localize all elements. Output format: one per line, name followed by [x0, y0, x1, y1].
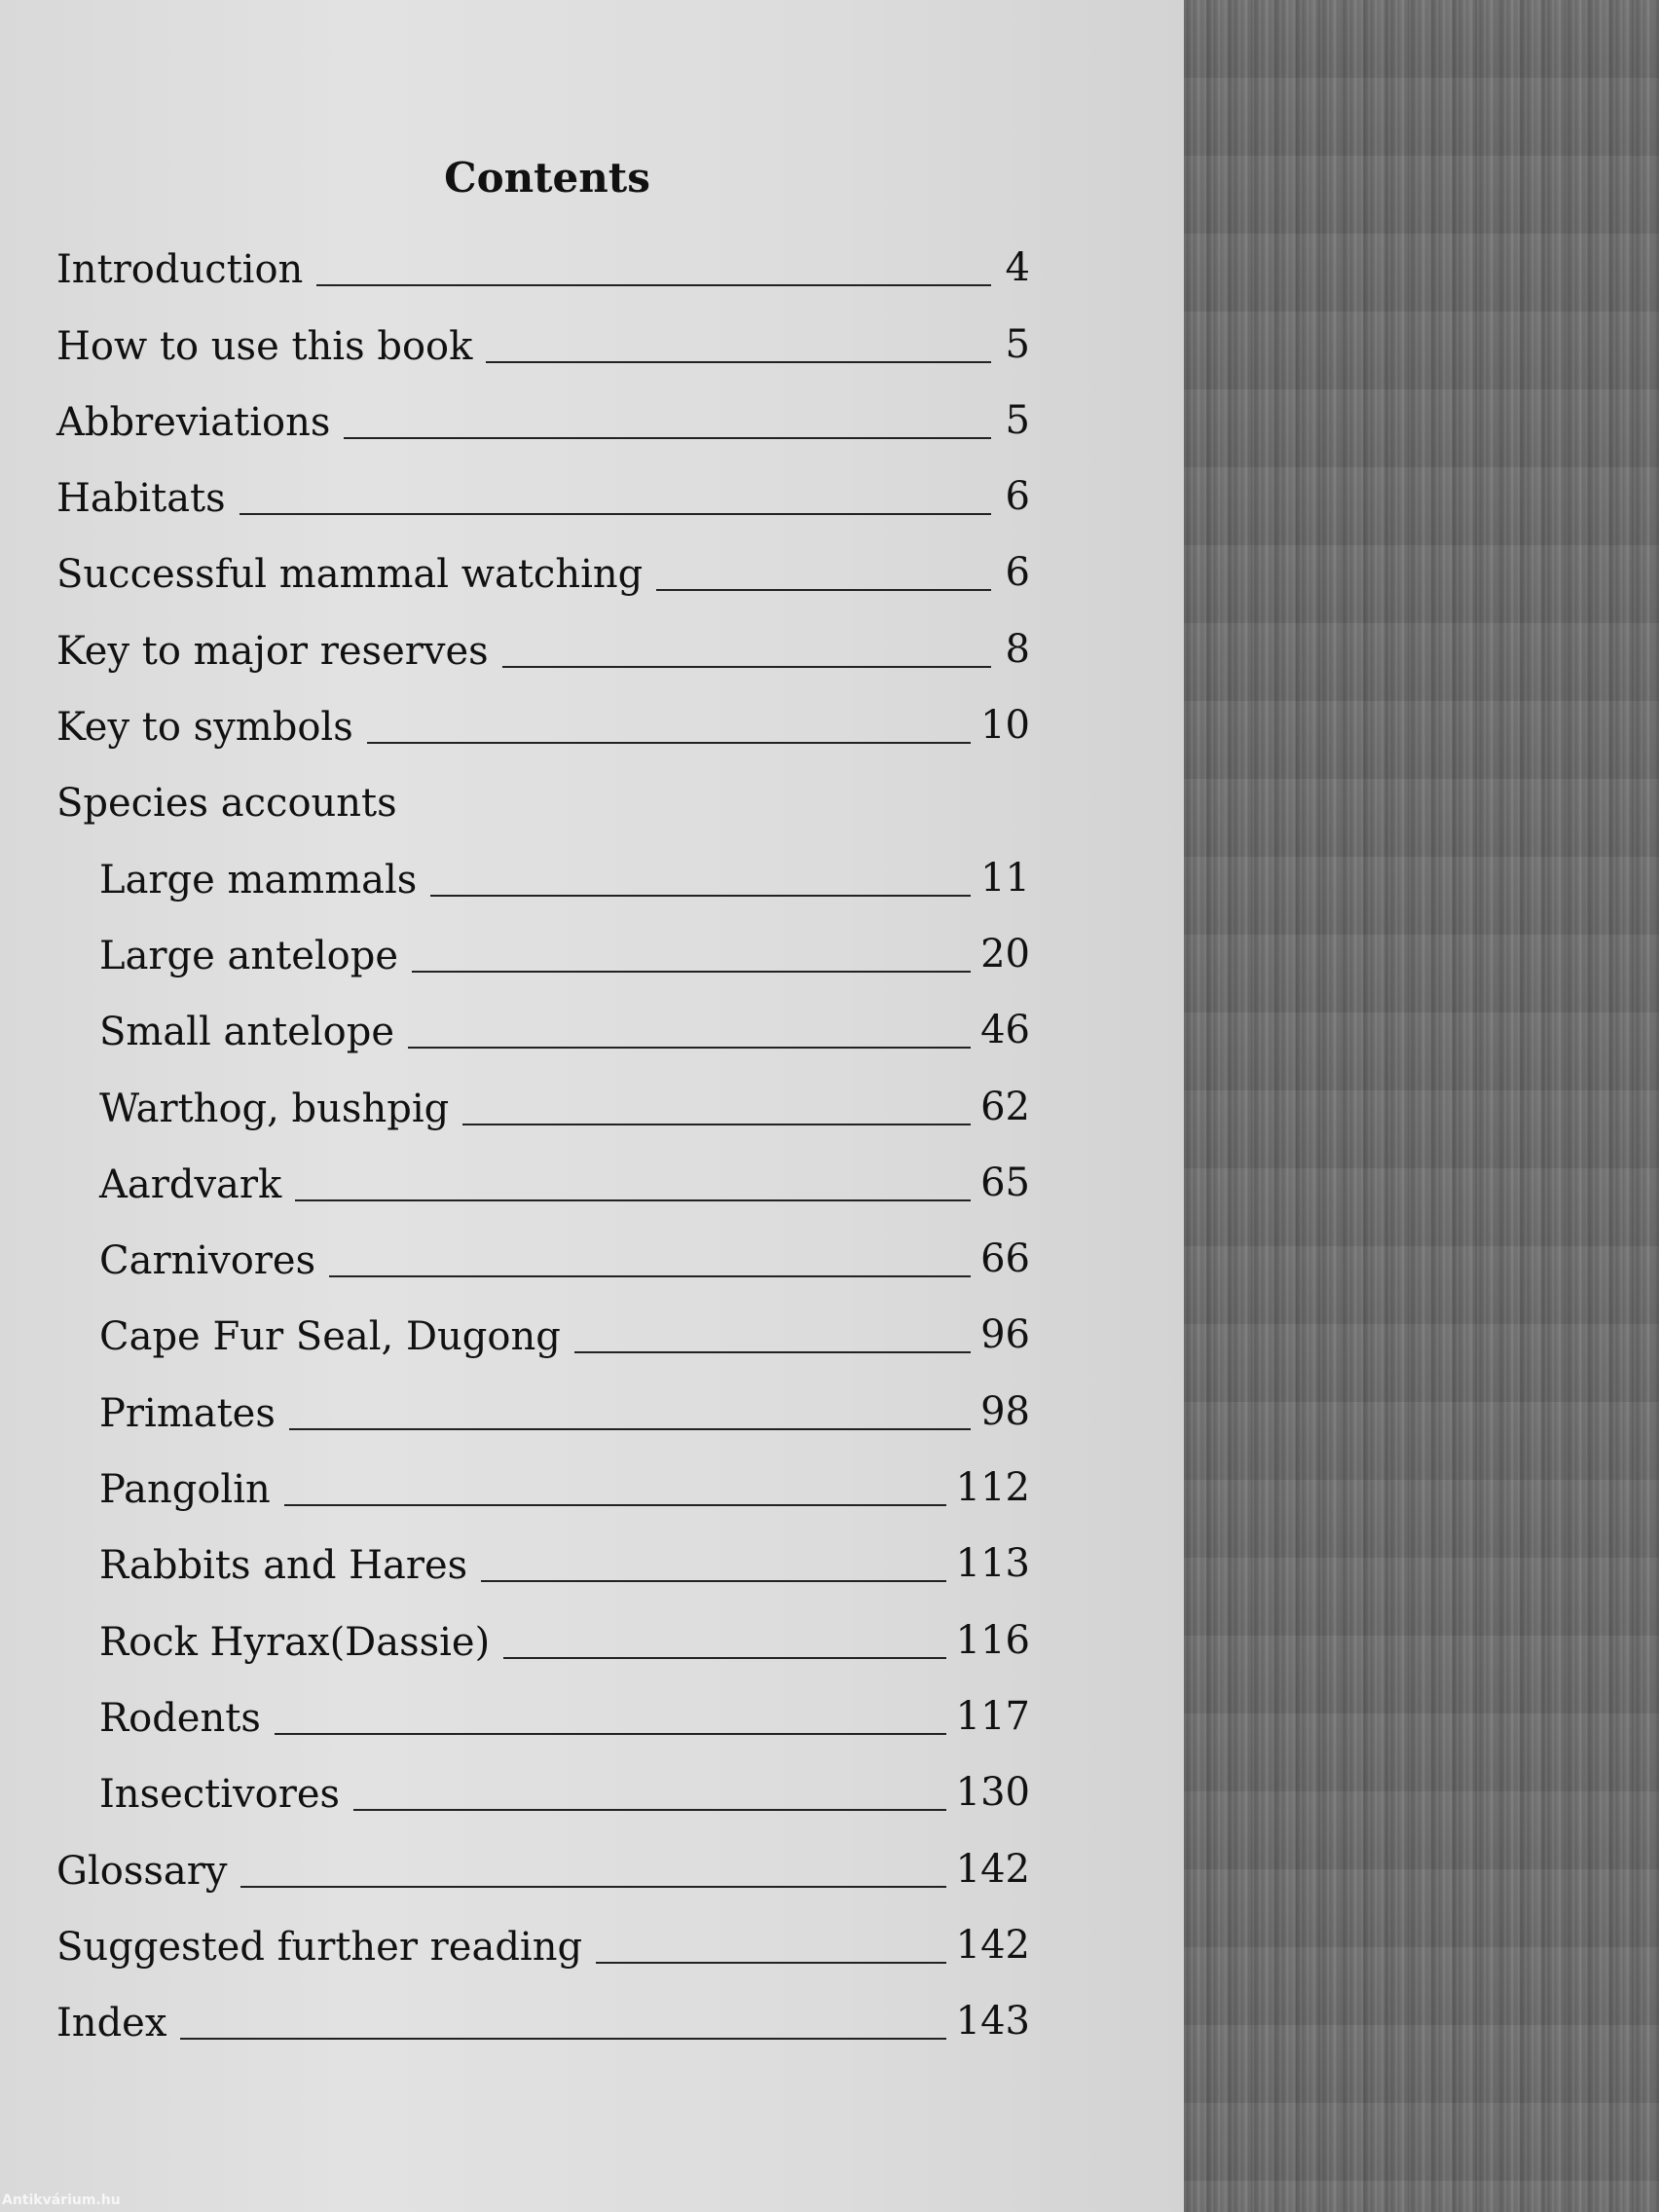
toc-entry — [56, 226, 1030, 302]
toc-entry-label: Large antelope — [99, 933, 399, 978]
toc-leader-line — [329, 1275, 971, 1277]
toc-entry — [56, 455, 1030, 531]
toc-entry — [56, 379, 1030, 455]
toc-entry-page-number: 5 — [1005, 321, 1030, 367]
toc-entry-page-number: 112 — [955, 1465, 1030, 1511]
toc-leader-line — [596, 1962, 946, 1964]
toc-entry — [56, 1675, 1030, 1751]
toc-entry-page-number: 113 — [955, 1541, 1030, 1587]
toc-entry-page-number: 6 — [1005, 474, 1030, 520]
toc-entry-label: Warthog, bushpig — [99, 1086, 450, 1131]
toc-leader-line — [408, 1047, 971, 1049]
toc-leader-line — [367, 742, 971, 744]
toc-entry — [56, 1446, 1030, 1522]
toc-entry-label: Suggested further reading — [56, 1924, 583, 1970]
toc-entry — [56, 1522, 1030, 1598]
toc-entry-label: Key to major reserves — [56, 628, 489, 674]
toc-leader-line — [574, 1351, 971, 1353]
toc-leader-line — [481, 1580, 945, 1582]
toc-entry — [56, 683, 1030, 759]
toc-leader-line — [275, 1733, 946, 1735]
toc-entry — [56, 835, 1030, 911]
toc-entry-page-number: 65 — [980, 1160, 1030, 1205]
toc-entry-page-number: 4 — [1005, 245, 1030, 291]
toc-entry-page-number: 66 — [980, 1236, 1030, 1282]
toc-leader-line — [316, 284, 991, 286]
toc-entry — [56, 1064, 1030, 1140]
toc-leader-line — [295, 1199, 971, 1201]
toc-entry-label: Small antelope — [99, 1010, 394, 1055]
toc-leader-line — [486, 361, 991, 363]
wood-background — [1184, 0, 1659, 2212]
watermark: Antikvárium.hu — [2, 2193, 121, 2208]
toc-entry-page-number: 46 — [980, 1008, 1030, 1053]
toc-entry — [56, 1369, 1030, 1445]
toc-entry — [56, 1141, 1030, 1217]
toc-entry — [56, 1826, 1030, 1902]
toc-entry-page-number: 20 — [980, 931, 1030, 977]
toc-leader-line — [353, 1809, 946, 1811]
toc-entry-page-number: 6 — [1005, 550, 1030, 596]
toc-leader-line — [240, 1886, 945, 1888]
toc-entry-page-number: 116 — [955, 1617, 1030, 1663]
toc-entry-label: Cape Fur Seal, Dugong — [99, 1314, 561, 1360]
toc-entry-page-number: 142 — [955, 1922, 1030, 1968]
toc-entry-page-number: 8 — [1005, 626, 1030, 672]
toc-entry-page-number: 62 — [980, 1084, 1030, 1129]
toc-entry — [56, 1217, 1030, 1293]
toc-entry-label: Key to symbols — [56, 705, 353, 751]
toc-entry — [56, 302, 1030, 378]
toc-entry — [56, 1979, 1030, 2055]
toc-entry-label: Rabbits and Hares — [99, 1543, 468, 1589]
contents-title: Contents — [444, 154, 650, 202]
toc-entry-label: Pangolin — [99, 1467, 271, 1513]
table-of-contents — [56, 226, 1030, 2055]
toc-leader-line — [180, 2038, 945, 2040]
toc-entry-label: Introduction — [56, 247, 304, 293]
toc-entry-label: Index — [56, 2001, 167, 2046]
toc-leader-line — [344, 437, 991, 439]
toc-leader-line — [462, 1124, 971, 1125]
toc-entry-label: Successful mammal watching — [56, 552, 644, 598]
toc-entry-label: Glossary — [56, 1848, 228, 1894]
toc-entry-label: Rock Hyrax(Dassie) — [99, 1619, 491, 1665]
toc-entry — [56, 1598, 1030, 1674]
toc-entry-label: Large mammals — [99, 857, 418, 903]
toc-leader-line — [502, 666, 991, 668]
toc-entry-page-number: 11 — [980, 855, 1030, 901]
toc-entry-page-number: 98 — [980, 1388, 1030, 1434]
toc-entry — [56, 607, 1030, 682]
toc-leader-line — [284, 1504, 946, 1506]
toc-entry-label: Primates — [99, 1390, 276, 1436]
toc-leader-line — [412, 971, 971, 973]
toc-leader-line — [430, 895, 971, 897]
toc-entry — [56, 531, 1030, 607]
toc-leader-line — [240, 513, 991, 515]
toc-entry-label: Habitats — [56, 476, 226, 522]
toc-entry — [56, 1903, 1030, 1979]
toc-entry-label: Species accounts — [56, 781, 397, 827]
toc-entry — [56, 1293, 1030, 1369]
toc-entry-page-number: 143 — [955, 1999, 1030, 2045]
toc-entry-page-number: 5 — [1005, 397, 1030, 443]
toc-entry-page-number: 142 — [955, 1846, 1030, 1892]
toc-entry-label: Carnivores — [99, 1238, 316, 1284]
toc-entry-page-number: 130 — [955, 1770, 1030, 1816]
toc-entry-label: How to use this book — [56, 323, 473, 369]
toc-entry — [56, 988, 1030, 1064]
toc-entry-page-number: 117 — [955, 1693, 1030, 1739]
toc-entry-label: Insectivores — [99, 1772, 341, 1818]
toc-entry — [56, 912, 1030, 988]
toc-entry — [56, 1751, 1030, 1826]
toc-leader-line — [503, 1657, 945, 1659]
toc-entry-page-number — [1001, 824, 1030, 835]
toc-entry-page-number: 96 — [980, 1312, 1030, 1358]
toc-entry-label: Rodents — [99, 1695, 261, 1741]
toc-entry-label: Abbreviations — [56, 399, 331, 445]
toc-entry — [56, 759, 1030, 835]
toc-entry-label: Aardvark — [99, 1161, 282, 1207]
toc-leader-line — [656, 589, 991, 591]
toc-entry-page-number: 10 — [980, 703, 1030, 749]
toc-leader-line — [289, 1428, 971, 1430]
